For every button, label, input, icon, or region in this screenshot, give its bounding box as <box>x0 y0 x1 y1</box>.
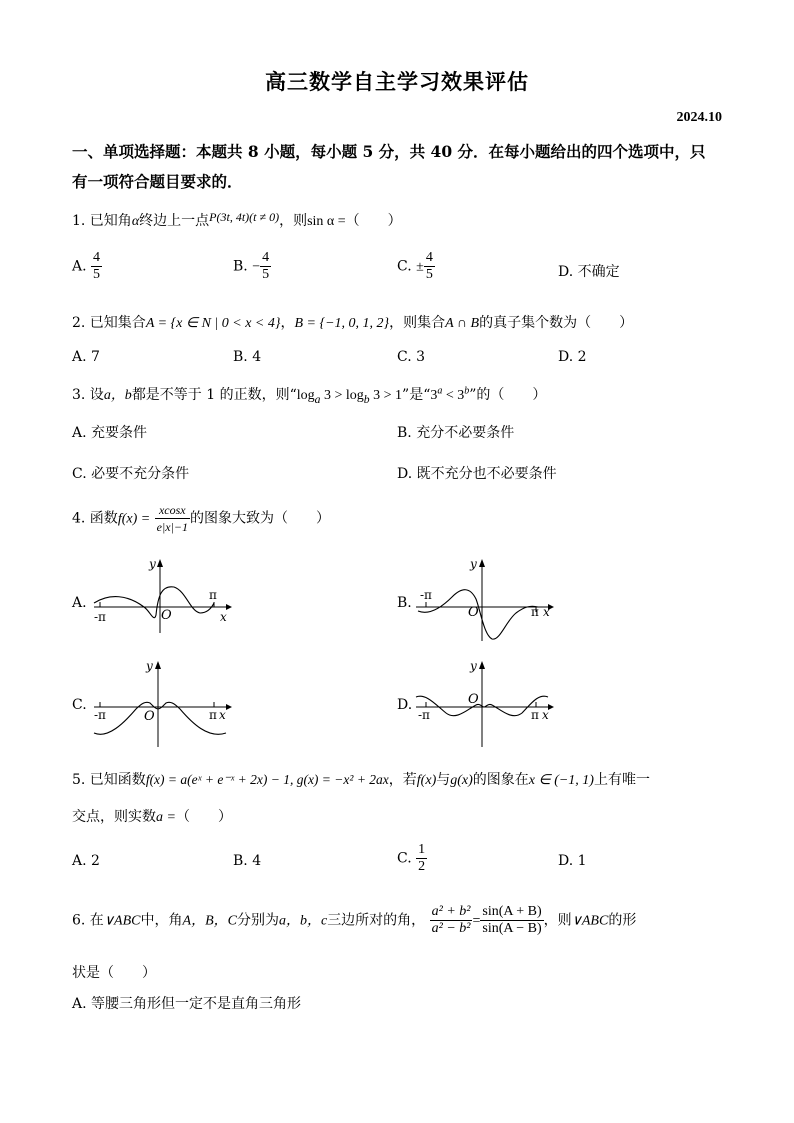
x-label: x <box>543 605 550 619</box>
q1-option-c-fraction: $\frac{4}{5}$ <box>425 250 433 282</box>
section-heading-line1: 一、单项选择题：本题共 8 小题，每小题 5 分，共 40 分．在每小题给出的四个选项中，只 <box>72 142 706 161</box>
q5-option-c-fraction: $\frac{1}{2}$ <box>418 842 426 874</box>
question-2: 2. 已知集合A = {x ∈ N | 0 < x < 4}，B = {−1, 0, 1, 2}，则集合A ∩ B的真子集个数为（ ） <box>72 315 634 331</box>
q2-set-b: B = {−1, 0, 1, 2} <box>294 316 390 331</box>
q4-option-a-label[interactable]: A. <box>72 595 87 611</box>
q1-option-b-fraction: $\frac{4}{5}$ <box>262 250 270 282</box>
q1-expr: sin α = <box>307 214 346 229</box>
y-label: y <box>149 557 156 571</box>
x-label: x <box>219 708 226 722</box>
question-5: 5. 已知函数f(x) = a(eˣ + e⁻ˣ + 2x) − 1, g(x) = −x² + 2ax，若f(x)与g(x)的图象在x ∈ (−1, 1)上有唯一 <box>72 772 650 788</box>
question-4: 4. 函数f(x) = $\frac{xcosx}{e|x|-1}$ 的图象大致为（ ） <box>72 503 330 534</box>
q2-option-c[interactable]: C. 3 <box>397 349 426 365</box>
origin-label: O <box>468 605 479 620</box>
q4-graph-a[interactable] <box>90 555 240 635</box>
q1-tail: （ ） <box>345 213 402 229</box>
y-axis-arrow-icon <box>479 559 485 567</box>
pi-label: π <box>531 708 539 722</box>
q3-condition-power: $3^a < 3^b$ <box>430 385 470 403</box>
question-5-line2: 交点，则实数a =（ ） <box>72 809 232 825</box>
question-6-line2: 状是（ ） <box>72 965 156 981</box>
q1-mid: 终边上一点 <box>139 213 210 229</box>
q1-option-b-label: B. <box>233 258 248 275</box>
q2-intersection: A ∩ B <box>445 316 480 331</box>
q1-option-a-fraction: $\frac{4}{5}$ <box>93 250 101 282</box>
q1-prefix: 1. 已知角 <box>72 213 132 229</box>
q1-point: P(3t, 4t)(t ≠ 0) <box>209 210 280 224</box>
q1-option-c[interactable]: C. ± $\frac{4}{5}$ <box>397 250 433 282</box>
q5-option-d[interactable]: D. 1 <box>558 853 587 869</box>
origin-label: O <box>468 692 479 707</box>
q4-function: f(x) = <box>117 511 151 527</box>
q5-interval: x ∈ (−1, 1) <box>528 773 594 788</box>
q6-left-fraction: $\frac{\text{a² + b²}}{\text{a² − b²}}$ <box>431 904 471 936</box>
origin-label: O <box>144 709 155 724</box>
question-6: 6. 在∨ABC中，角A，B，C分别为a，b，c三边所对的角， $\frac{\text{a² + b²}}{\text{a² − b²}}$ = $\frac{\sin(A + B)}{\sin(A - B)}$ ，则∨ABC的形 <box>72 904 637 936</box>
q3-option-c[interactable]: C. 必要不充分条件 <box>72 466 190 482</box>
y-label: y <box>146 659 153 673</box>
q5-option-a[interactable]: A. 2 <box>72 853 100 869</box>
exam-date: 2024.10 <box>676 110 722 125</box>
x-label: x <box>220 610 227 624</box>
x-label: x <box>542 708 549 722</box>
q4-graph-d[interactable] <box>412 657 562 749</box>
q4-graph-c[interactable] <box>90 657 240 749</box>
q3-option-b[interactable]: B. 充分不必要条件 <box>397 425 515 441</box>
y-axis-arrow-icon <box>479 661 485 669</box>
q4-option-d-label[interactable]: D. <box>397 697 413 713</box>
y-axis-arrow-icon <box>157 559 163 567</box>
q3-option-d[interactable]: D. 既不充分也不必要条件 <box>397 466 557 482</box>
q1-option-d-label: D. <box>558 264 574 280</box>
q1-option-b[interactable]: B. − $\frac{4}{5}$ <box>233 250 270 282</box>
q3-condition-log: $\log_a 3 > \log_b 3 > 1$ <box>296 388 403 406</box>
pi-label: π <box>531 605 539 619</box>
q1-option-c-label: C. <box>397 258 412 275</box>
q4-option-b-label[interactable]: B. <box>397 595 412 611</box>
neg-pi-label: -π <box>420 588 432 602</box>
section-heading-line2: 有一项符合题目要求的． <box>72 172 243 191</box>
question-1 <box>72 210 402 230</box>
x-axis-arrow-icon <box>548 704 554 710</box>
q1-alpha: α <box>131 214 140 229</box>
curve <box>94 587 214 618</box>
pi-label: π <box>209 588 217 602</box>
q1-suffix: ，则 <box>279 213 308 229</box>
q6-right-fraction: $\frac{\sin(A + B)}{\sin(A - B)}$ <box>482 904 542 936</box>
y-label: y <box>470 659 477 673</box>
q3-option-a[interactable]: A. 充要条件 <box>72 425 148 441</box>
page-title: 高三数学自主学习效果评估 <box>265 69 529 94</box>
q2-option-b[interactable]: B. 4 <box>233 349 262 365</box>
q2-option-d[interactable]: D. 2 <box>558 349 587 365</box>
q1-option-d[interactable]: D. 不确定 <box>558 264 620 280</box>
q6-option-a[interactable]: A. 等腰三角形但一定不是直角三角形 <box>72 996 302 1012</box>
q1-option-a[interactable] <box>72 250 102 283</box>
q5-option-b[interactable]: B. 4 <box>233 853 262 869</box>
q4-option-c-label[interactable]: C. <box>72 697 87 713</box>
origin-label: O <box>161 608 172 623</box>
q1-option-a-label: A. <box>72 258 87 275</box>
neg-pi-label: -π <box>418 708 430 722</box>
pi-label: π <box>209 708 217 722</box>
x-axis-arrow-icon <box>226 704 232 710</box>
question-3: 3. 设a，b都是不等于 1 的正数，则“$\log_a$ $3 > \log_b 3 > 1$”是“$3^a < 3^b$”的（ ） <box>72 385 547 406</box>
neg-pi-label: -π <box>94 708 106 722</box>
neg-pi-label: -π <box>94 610 106 624</box>
q5-option-c[interactable]: C. $\frac{1}{2}$ <box>397 842 426 874</box>
q4-fraction: $\frac{xcosx}{e|x|-1}$ <box>156 503 188 534</box>
y-axis-arrow-icon <box>155 661 161 669</box>
q2-set-a: A = {x ∈ N | 0 < x < 4} <box>145 316 281 331</box>
x-axis-arrow-icon <box>226 604 232 610</box>
q5-functions: f(x) = a(eˣ + e⁻ˣ + 2x) − 1, g(x) = −x² + 2ax <box>145 772 389 787</box>
y-label: y <box>470 557 477 571</box>
q2-option-a[interactable]: A. 7 <box>72 349 100 365</box>
q4-graph-b[interactable] <box>412 555 562 645</box>
